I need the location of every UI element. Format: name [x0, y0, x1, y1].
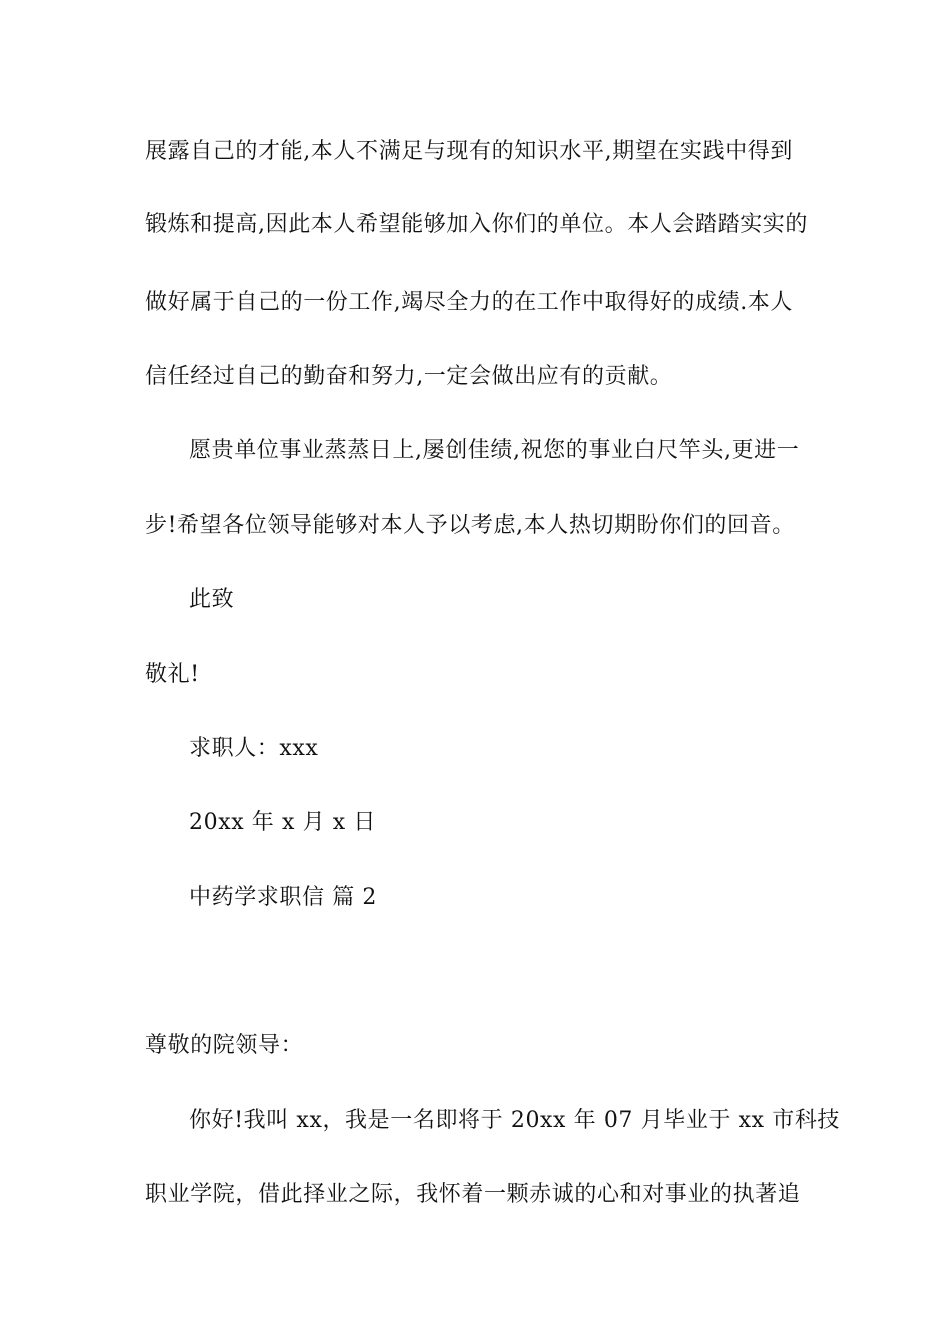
paragraph-line: 职业学院，借此择业之际，我怀着一颗赤诚的心和对事业的执著追 [145, 1182, 801, 1207]
section-heading: 中药学求职信 篇 2 [189, 885, 377, 910]
paragraph-line: 锻炼和提高,因此本人希望能够加入你们的单位。本人会踏踏实实的 [145, 212, 808, 237]
paragraph-line: 展露自己的才能,本人不满足与现有的知识水平,期望在实践中得到 [145, 139, 793, 164]
letter-greeting: 尊敬的院领导： [145, 1033, 304, 1058]
paragraph-line: 步!希望各位领导能够对本人予以考虑,本人热切期盼你们的回音。 [145, 513, 795, 538]
closing-regards: 敬礼! [145, 662, 200, 687]
applicant-signature: 求职人：xxx [189, 736, 319, 761]
closing-salutation: 此致 [189, 587, 235, 612]
paragraph-line: 你好!我叫 xx，我是一名即将于 20xx 年 07 月毕业于 xx 市科技 [189, 1108, 841, 1133]
letter-date: 20xx 年 x 月 x 日 [189, 810, 376, 835]
paragraph-line: 信任经过自己的勤奋和努力,一定会做出应有的贡献。 [145, 364, 673, 389]
paragraph-line: 愿贵单位事业蒸蒸日上,屡创佳绩,祝您的事业白尺竿头,更进一 [189, 438, 800, 463]
paragraph-line: 做好属于自己的一份工作,竭尽全力的在工作中取得好的成绩.本人 [145, 290, 793, 315]
